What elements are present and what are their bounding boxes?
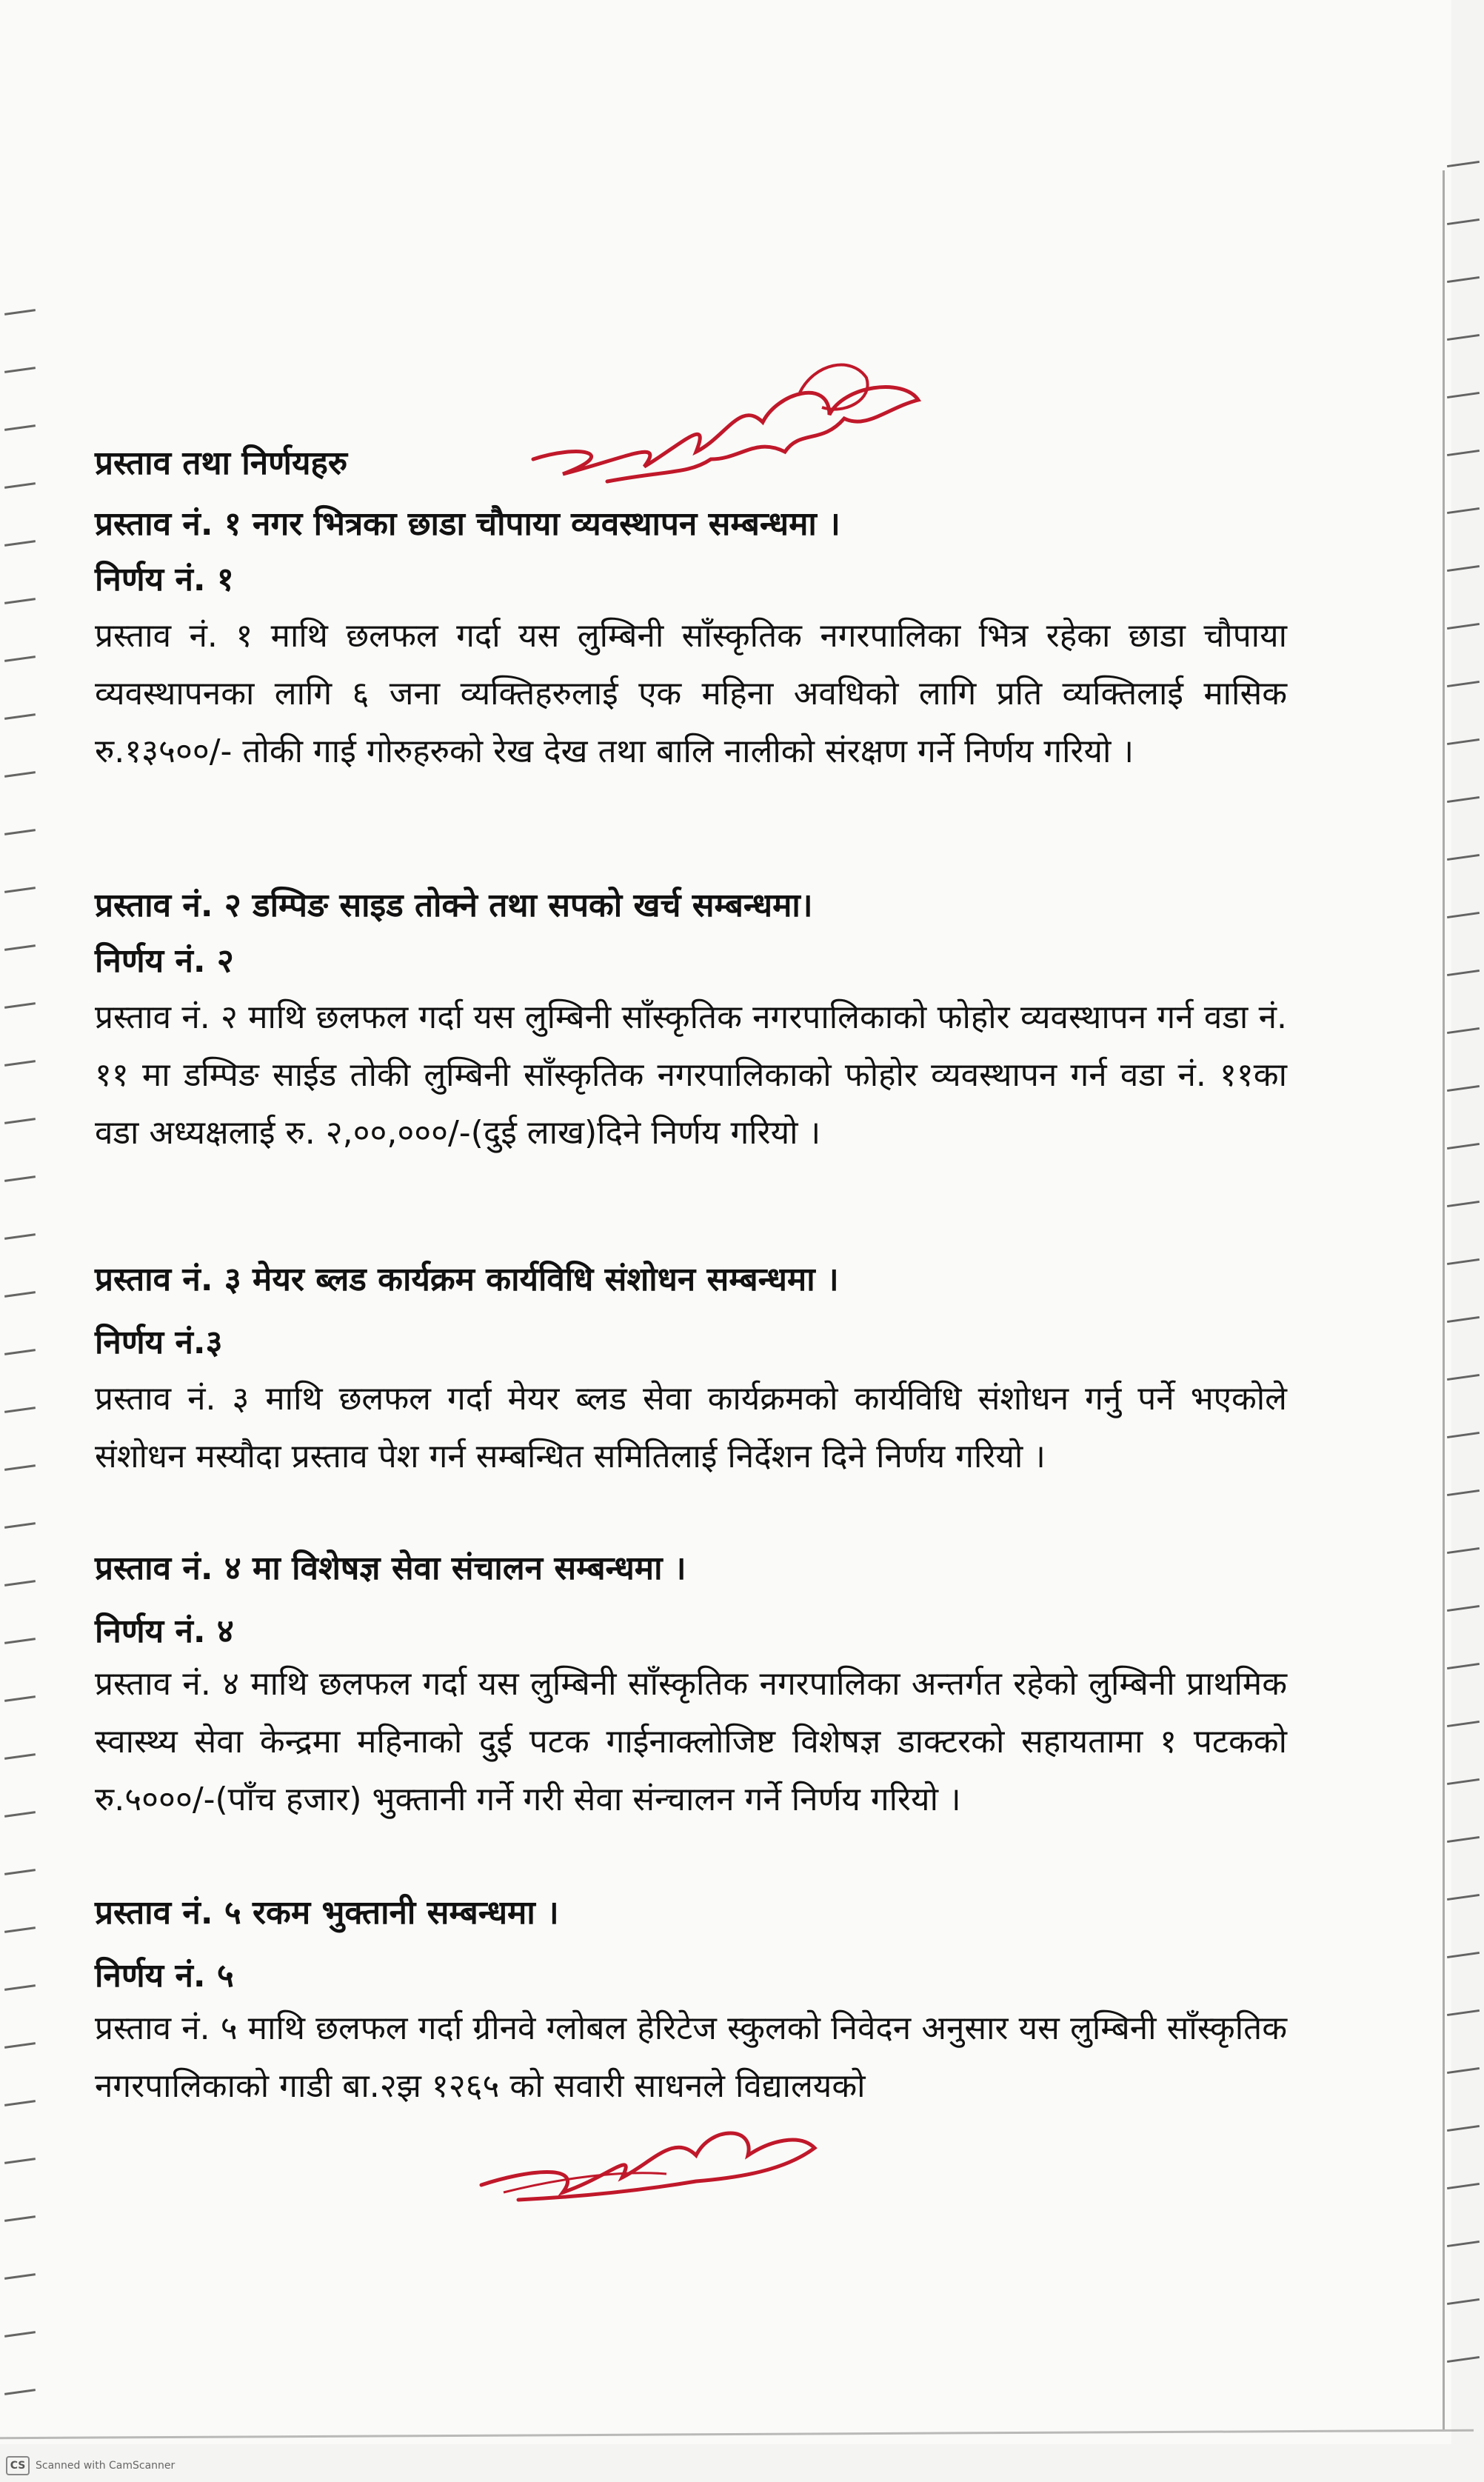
signature-bottom xyxy=(474,2096,829,2207)
camscanner-logo-icon: CS xyxy=(6,2456,30,2475)
decision-body-5: प्रस्ताव नं. ५ माथि छलफल गर्दा ग्रीनवे ग्लोबल हेरिटेज स्कुलको निवेदन अनुसार यस लुम्बिनी साँस्कृतिक नगरपालिकाको गाडी बा.२झ १२६५ को सवारी साधनले विद्यालयको xyxy=(95,2009,1287,2105)
bottom-edge-line xyxy=(0,2429,1474,2439)
scanner-footer xyxy=(6,2456,175,2475)
page-title: प्रस्ताव तथा निर्णयहरु xyxy=(95,444,348,482)
proposal-heading-4: प्रस्ताव नं. ४ मा विशेषज्ञ सेवा संचालन सम्बन्धमा । xyxy=(95,1549,686,1587)
decision-heading-4: निर्णय नं. ४ xyxy=(95,1612,234,1650)
decision-heading-5: निर्णय नं. ५ xyxy=(95,1957,234,1995)
decision-body-2: प्रस्ताव नं. २ माथि छलफल गर्दा यस लुम्बिनी साँस्कृतिक नगरपालिकाको फोहोर व्यवस्थापन गर्न वडा नं. ११ मा डम्पिङ साईड तोकी लुम्बिनी साँस्कृतिक नगरपालिकाको फोहोर व्यवस्थापन गर्न वडा नं. ११का वडा अध्यक्षलाई रु. २,००,०००/-(दुई लाख)दिने निर्णय गरियो । xyxy=(95,998,1287,1152)
left-margin-ticks xyxy=(0,311,44,2459)
proposal-heading-2: प्रस्ताव नं. २ डम्पिङ साइड तोक्ने तथा सपको खर्च सम्बन्धमा। xyxy=(95,887,813,924)
decision-heading-1: निर्णय नं. १ xyxy=(95,561,234,598)
decision-body-3: प्रस्ताव नं. ३ माथि छलफल गर्दा मेयर ब्लड सेवा कार्यक्रमको कार्यविधि संशोधन गर्नु पर्ने भएकोले संशोधन मस्यौदा प्रस्ताव पेश गर्न सम्बन्धित समितिलाई निर्देशन दिने निर्णय गरियो । xyxy=(95,1380,1287,1475)
decision-body-1: प्रस्ताव नं. १ माथि छलफल गर्दा यस लुम्बिनी साँस्कृतिक नगरपालिका भित्र रहेका छाडा चौपाया व्यवस्थापनका लागि ६ जना व्यक्तिहरुलाई एक महिना अवधिको लागि प्रति व्यक्तिलाई मासिक रु.१३५००/- तोकी गाई गोरुहरुको रेख देख तथा बालि नालीको संरक्षण गर्ने निर्णय गरियो । xyxy=(95,617,1287,770)
proposal-heading-5: प्रस्ताव नं. ५ रकम भुक्तानी सम्बन्धमा । xyxy=(95,1894,559,1932)
right-margin-ticks xyxy=(1443,163,1484,2444)
scanner-watermark-text: Scanned with CamScanner xyxy=(36,2460,176,2472)
decision-body-4: प्रस्ताव नं. ४ माथि छलफल गर्दा यस लुम्बिनी साँस्कृतिक नगरपालिका अन्तर्गत रहेको लुम्बिनी प्राथमिक स्वास्थ्य सेवा केन्द्रमा महिनाको दुई पटक गाईनाक्लोजिष्ट विशेषज्ञ डाक्टरको सहायतामा १ पटकको रु.५०००/-(पाँच हजार) भुक्तानी गर्ने गरी सेवा संन्चालन गर्ने निर्णय गरियो । xyxy=(95,1665,1287,1818)
proposal-heading-3: प्रस्ताव नं. ३ मेयर ब्लड कार्यक्रम कार्यविधि संशोधन सम्बन्धमा । xyxy=(95,1261,839,1298)
decision-heading-3: निर्णय नं.३ xyxy=(95,1324,223,1361)
decision-heading-2: निर्णय नं. २ xyxy=(95,942,234,980)
proposal-heading-1: प्रस्ताव नं. १ नगर भित्रका छाडा चौपाया व्यवस्थापन सम्बन्धमा । xyxy=(95,505,840,543)
